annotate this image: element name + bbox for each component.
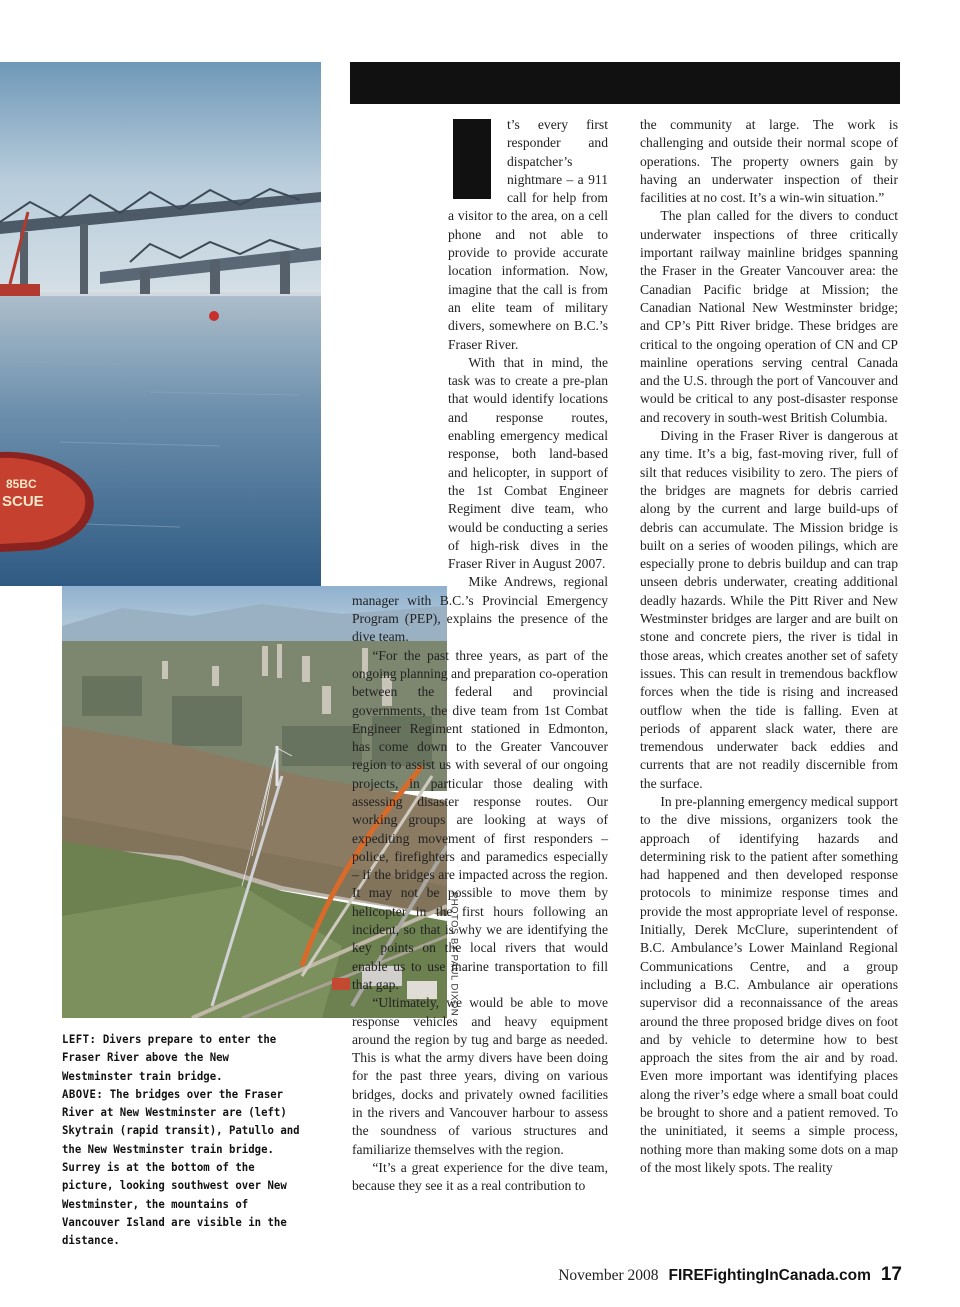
photo-wrap-spacer	[352, 116, 448, 574]
page-footer	[558, 1264, 902, 1286]
paragraph: “For the past three years, as part of the ongoing planning and preparation co-operation between the federal and provincial governments, the dive team from 1st Combat Engineer Regiment stationed in Edmonton, has come down to the Greater Vancouver region to assist us with several of our ongoing projects, in particular those dealing with assessing disaster response routes. Our working groups are looking at ways of expediting movement of first responders – police, firefighters and paramedics especially – if the bridges are impacted across the region. It may not be possible to move them by helicopter in the first hours following an incident, so that is why we are identifying the key points on the local rivers that would enable us to use marine transportation to fill that gap.	[352, 647, 608, 992]
footer-date: November 2008	[558, 1267, 659, 1284]
article-column-1	[352, 116, 608, 1196]
paragraph: “It’s a great experience for the dive team, because they see it as a real contribution to	[352, 1159, 608, 1194]
paragraph: In pre-planning emergency medical support to the dive missions, organizers took the approach of identifying hazards and determining risk to the patient after something had happened and then developed response protocols to minimize response times and provide the most appropriate level of response. Initially, Derek McClure, superintendent of B.C. Ambulance’s Lower Mainland Regional Communications Centre, and a group including a B.C. Ambulance air operations supervisor did a reconnaissance of the areas around the three proposed bridge dives on foot and by vehicle to determine how to best approach the sites from the air and by road. Even more important was identifying places along the river’s edge where a small boat could be brought to shore and a patient removed. To the uninitiated, it seems a simple process, nothing more than making some dots on a map of the most likely spots. The reality	[640, 793, 898, 1175]
caption-left-label: LEFT:	[62, 1032, 97, 1046]
page-number: 17	[880, 1264, 902, 1285]
caption-above-text: The bridges over the Fraser River at New Westminster are (left) Skytrain (rapid transit), Patullo and the New Westminster train bridge. Surrey is at the bottom of the picture, looking southwest over New Westminster, the mountains of Vancouver Island are visible in the distance.	[62, 1086, 300, 1248]
paragraph: Diving in the Fraser River is dangerous at any time. It’s a big, fast-moving river, full of silt that reduces visibility to zero. The piers of the bridges are magnets for debris carried along by the current and large build-ups of debris can accumulate. The Mission bridge is built on a series of wooden pilings, which are especially prone to debris buildup and can trap unseen debris underwater, creating additional deadly hazards. While the Pitt River and New Westminster bridges are larger and are built on stone and concrete piers, the river is tidal in those areas, which creates another set of safety issues. This can result in tremendous backflow forces when the tide is rising and increased outflow when the tide is falling. Even at periods of apparent slack water, there are tremendous underwater back eddies and currents that are not readily discernible from the surface.	[640, 428, 898, 791]
paragraph: the community at large. The work is challenging and outside their normal scope of operations. The property owners gain by having an underwater inspection of their facilities at no cost. It’s a win-win situation.”	[640, 117, 898, 206]
header-bar	[350, 62, 900, 104]
photo-credit-text: PHOTOS BY PAUL DIXON	[448, 891, 460, 1017]
footer-site-link[interactable]: FIREFightingInCanada.com	[668, 1267, 871, 1284]
paragraph: Mike Andrews, regional manager with B.C.’s Provincial Emergency Program (PEP), explains the presence of the dive team.	[352, 574, 608, 645]
drop-cap-letter: I	[453, 119, 491, 199]
boat-number-text: 85BC	[6, 477, 37, 491]
caption-above-label: ABOVE:	[62, 1086, 104, 1101]
photo-divers-fraser-river	[0, 62, 321, 586]
paragraph: “Ultimately, we would be able to move response vehicles and heavy equipment around the region by tug and barge as needed. This is what the army divers have been doing for the past three years, diving on various bridges, docks and privately owned facilities in the rivers and Vancouver harbour to assess the soundness of various structures and familiarize themselves with the region.	[352, 995, 608, 1157]
article-column-2	[640, 116, 898, 1177]
caption-left-text: Divers prepare to enter the Fraser River above the New Westminster train bridge.	[62, 1032, 277, 1083]
photo-caption	[62, 1030, 303, 1250]
boat-rescue-text: SCUE	[2, 493, 44, 510]
paragraph: The plan called for the divers to conduct underwater inspections of three critically important railway mainline bridges spanning the Fraser in the Greater Vancouver area: the Canadian Pacific bridge at Mission; the Canadian National New Westminster bridge; and CP’s Pitt River bridge. These bridges are critical to the ongoing operation of CN and CP mainline operations serving central Canada and the U.S. through the port of Vancouver and would be critical to any post-disaster response and recovery in south-west British Columbia.	[640, 208, 898, 425]
paragraph: t’s every first responder and dispatcher’s nightmare – a 911 call for help from a visitor to the area, on a cell phone and not able to provide to provide accurate location information. Now, imagine that the call is from an elite team of military divers, somewhere on B.C.’s Fraser River.	[448, 117, 608, 352]
paragraph: With that in mind, the task was to create a pre-plan that would identify locations and response routes, enabling emergency medical response, both land-based and helicopter, in support of the 1st Combat Engineer Regiment dive team, who would be conducting a series of high-risk dives in the Fraser River in August 2007.	[448, 354, 608, 572]
